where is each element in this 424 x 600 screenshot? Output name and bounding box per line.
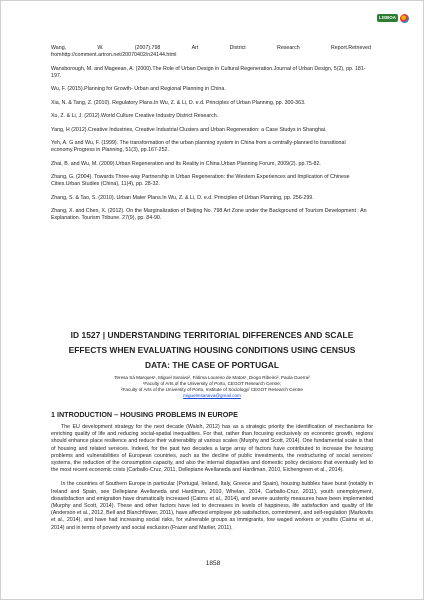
- logo-badge: LISBOA: [377, 14, 398, 23]
- section-heading: 1 INTRODUCTION – HOUSING PROBLEMS IN EUROPE: [51, 410, 238, 419]
- conference-logo: [377, 11, 411, 25]
- reference-item: Zhang, G. (2004). Towards Three-way Partnership in Urban Regeneration: the Western Experiences and Implication of Chinese Cities.Urban Studies (China), 11(4), pp. 28-32.: [51, 174, 350, 187]
- reference-item: [51, 45, 371, 59]
- body-text: [51, 424, 373, 539]
- reference-item: Zhang, S. & Tao, S. (2010). Urban Mater Plans.In Wu, Z. & Li, D. e.d. Principles of Urban Planning, pp. 256-299.: [51, 194, 314, 201]
- reference-item: Zhai, B. and Wu, M. (2009).Urban Regeneration and Its Reality in China.Urban Planning Forum, 2009(2). pp.75-82.: [51, 160, 321, 167]
- reference-item: Yang, H (2012).Creative Industries, Creative Industrial Clusters and Urban Regeneration: a Case Studys in Shanghai.: [51, 126, 327, 133]
- reference-item: Wu, F. (2015).Planning for Growth- Urban and Regional Planning in China.: [51, 86, 226, 92]
- affiliation-1: ¹Faculty of Arts of the University of Porto, CEGOT Research Centre;: [142, 381, 282, 386]
- author-block: [51, 375, 373, 399]
- logo-mark-icon: [400, 14, 409, 23]
- paper-title: [51, 328, 373, 373]
- reference-first-line: Wang, W. (2007).798 Art District Research Report.Retrieved: [51, 45, 371, 51]
- reference-item: Xu, Z. & Li, J. (2012).World Culture Creative Industry District Research.: [51, 113, 219, 119]
- author-email-link[interactable]: miguelmsaraiva@gmail.com: [183, 393, 241, 398]
- affiliation-2: ²Faculty of Arts of the University of Porto, Institute of Sociology/ CEGOT Research Centre: [121, 387, 303, 392]
- paper-title-line: EFFECTS WHEN EVALUATING HOUSING CONDITIONS USING CENSUS: [68, 345, 356, 355]
- reference-item: Wansborough, M. and Mageean, A. (2000).The Role of Urban Design in Cultural Regeneration.Journal of Urban Design, 5(2), pp. 181-197.: [51, 65, 366, 79]
- reference-item: Yeh, A. G and Wu, F. (1999). The transformation of the urban planning system in China from a centrally-planned to transitional economy.Progress in Planning, 51(3), pp.167-252.: [51, 140, 346, 153]
- paper-title-line: ID 1527 | UNDERSTANDING TERRITORIAL DIFFERENCES AND SCALE: [70, 330, 354, 340]
- paper-title-line: DATA: THE CASE OF PORTUGAL: [144, 360, 280, 370]
- reference-item: Zhang, X. and Chen, X. (2012). On the Marginalization of Beijing No. 798 Art Zone under the Background of Tourism Development : An Explanation. Tourism Tribune. 27(9), pp. 84-90.: [51, 208, 367, 221]
- page-number: 1858: [205, 560, 221, 567]
- paragraph: The EU development strategy for the next decade (Walsh, 2012) has as a strategic priority the identification of mechanisms for enriching quality of life and reducing social-spatial inequalities. For that, rather than focusing exclusively on economic growth, regions should enhance place resilience and reduce their vulnerability at various scales (Murphy and Scott, 2014). One fundamental scale is that of housing and related services. Indeed, for the past two decades a large array of factors have contributed to increase the housing problems and vulnerabilities of European countries, such as the decline of public investments, the restructuring of social services’ systems, the reduction of the consumption capacity, and also the internal disparities and domestic policy decisions that eventually led to the most recent economic crisis (Carballo-Cruz, 2011, Dellepiane Avellaneda and Hardiman, 2010, Eichengreen et al., 2014).: [51, 424, 373, 474]
- paragraph: In the countries of Southern Europe in particular (Portugal, Ireland, Italy, Greece and Spain), housing bubbles have burst (notably in Ireland and Spain, see Dellepiane Avellaneda and Hardiman, 2010, Whelan, 2014, Carballo-Cruz, 2011), youth unemployment, dissatisfaction and emigration have dramatically increased (Cairns et al., 2014), and severe austerity measures have been implemented (Murphy and Scott, 2014). These and other factors have led to decreases in levels of happiness, life satisfaction and quality of life (Anderson et al., 2012, Bell and Blanchflower, 2011), have affected employee job satisfaction, commitment, and self-regulation (Markovits et al., 2014), and have had increasing social risks, for vulnerable groups as immigrants, low waged workers or youths (Cairns et al., 2014) and in terms of poverty and social exclusion (Frazer and Marlier, 2011).: [51, 481, 373, 531]
- author-names: Teresa Sá Marques¹, Miguel Saraiva², Fátima Loureiro de Matos¹, Diogo Ribeiro², Paula Guerra²: [114, 375, 310, 380]
- reference-url: fromhttp://comment.artron.net/20070402/n24144.html: [51, 52, 177, 58]
- reference-item: Xia, N. & Tang, Z. (2010). Regulatory Plans.In Wu, Z. & Li, D. e.d. Principles of Urban Planning, pp. 300-363.: [51, 99, 306, 106]
- reference-list: [51, 45, 371, 229]
